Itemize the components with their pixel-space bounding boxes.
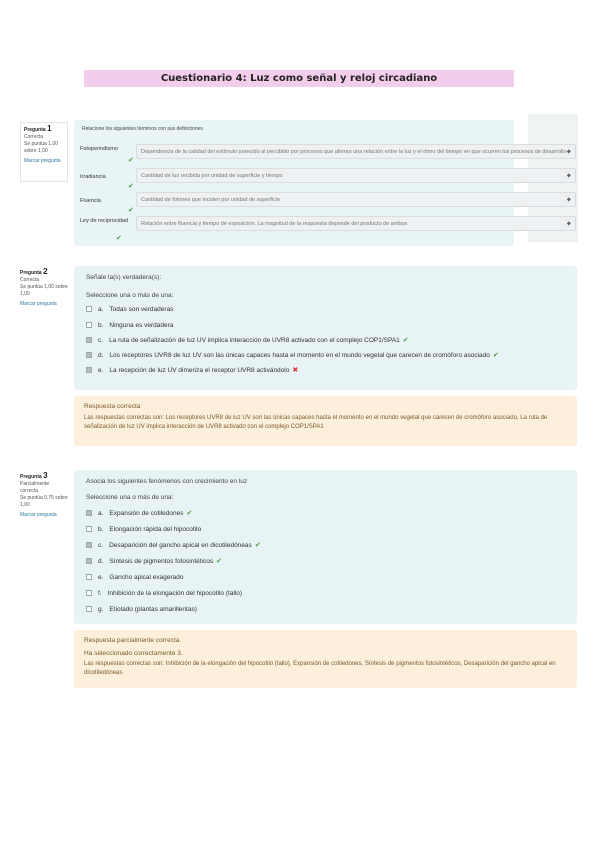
option-a[interactable]: a. Todas son verdaderas: [86, 305, 173, 315]
checkbox[interactable]: [86, 542, 92, 548]
dropdown-icon: ⬥: [566, 173, 571, 179]
match-term: Irradiancia: [80, 174, 106, 180]
title-bar: [84, 70, 514, 87]
flag-question-link[interactable]: Marcar pregunta: [20, 301, 57, 307]
check-icon: ✔: [128, 183, 134, 190]
match-row: [80, 192, 578, 214]
question-number: Pregunta 2: [20, 267, 48, 276]
question-info-2: [20, 268, 68, 330]
feedback-title: Respuesta correcta: [84, 403, 141, 410]
feedback-line-1: Ha seleccionado correctamente 3.: [84, 650, 183, 657]
checkbox[interactable]: [86, 337, 92, 343]
dropdown-icon: ⬥: [566, 149, 571, 155]
option-b[interactable]: b. Ninguna es verdadera: [86, 321, 173, 331]
checkbox[interactable]: [86, 367, 92, 373]
flag-question-link[interactable]: Marcar pregunta: [24, 158, 61, 164]
question-number: Pregunta 3: [20, 471, 48, 480]
checkbox[interactable]: [86, 352, 92, 358]
match-term: Fluencia: [80, 198, 101, 204]
checkbox[interactable]: [86, 574, 92, 580]
option-d[interactable]: d. Los receptores UVR8 de luz UV son las únicas capaces hasta el momento en el mundo vegetal que carecen de cromóforo asociado ✔: [86, 351, 499, 361]
question-score: Se puntúa 1,00 sobre 1,00: [20, 284, 68, 297]
question-instruction: Relacione los siguientes términos con sus definiciones: [82, 126, 203, 132]
checkbox[interactable]: [86, 526, 92, 532]
dropdown-icon: ⬥: [566, 221, 571, 227]
match-select[interactable]: Dependencia de la calidad del estímulo parecido al percibido por procesos que alteran una relación entre la luz y el ritmo del tiempo en que ocurren los procesos de desarrollo ⬥: [136, 144, 576, 159]
page-title: Cuestionario 4: Luz como señal y reloj circadiano: [160, 73, 438, 84]
match-term: Fotoperiodismo: [80, 146, 118, 152]
checkbox[interactable]: [86, 306, 92, 312]
question-score: Se puntúa 1,00 sobre 1,00: [24, 141, 58, 154]
match-row: [80, 168, 578, 190]
match-term: Ley de reciprocidad: [80, 218, 129, 224]
question-prompt: Asocia los siguientes fenómenos con crecimiento en luz: [86, 478, 248, 485]
feedback-title: Respuesta parcialmente correcta.: [84, 637, 182, 644]
check-icon: ✔: [116, 235, 122, 242]
feedback-box-3: [74, 630, 577, 688]
checkbox[interactable]: [86, 322, 92, 328]
question-prompt: Señale la(s) verdadera(s):: [86, 274, 162, 281]
check-icon: ✔: [492, 352, 499, 359]
checkbox[interactable]: [86, 606, 92, 612]
check-icon: ✔: [216, 558, 222, 565]
question-status: Parcialmente correcta: [20, 481, 50, 494]
question-status: Correcta: [20, 277, 40, 283]
option-e[interactable]: e. Gancho apical exagerado: [86, 573, 184, 583]
question-info-3: [20, 472, 68, 544]
match-select[interactable]: Cantidad de fotones que inciden por unidad de superficie ⬥: [136, 192, 576, 207]
match-row: [80, 144, 578, 166]
question-info-1: [20, 122, 68, 182]
check-icon: ✔: [186, 510, 193, 517]
check-icon: ✔: [128, 207, 134, 214]
checkbox[interactable]: [86, 510, 92, 516]
feedback-line-2: Las respuestas correctas son: Inhibición de la elongación del hipocotilo (tallo), Expansión de cotiledones, Síntesis de pigmentos fotosintéticos, Desaparición del gancho apical en dicotiledóneas: [84, 661, 556, 676]
cross-icon: ✖: [292, 367, 299, 374]
flag-question-link[interactable]: Marcar pregunta: [20, 512, 57, 518]
check-icon: ✔: [254, 542, 261, 549]
question-sub: Seleccione una o más de una:: [86, 494, 174, 501]
checkbox[interactable]: [86, 590, 92, 596]
option-g[interactable]: g. Etiolado (plantas amarillentas): [86, 605, 197, 615]
checkbox[interactable]: [86, 558, 92, 564]
question-status: Correcta: [24, 134, 44, 140]
question-box-3: [74, 470, 577, 624]
feedback-box-2: [74, 396, 577, 446]
option-f[interactable]: f. Inhibición de la elongación del hipocotilo (tallo): [86, 589, 242, 599]
question-box-2: [74, 266, 577, 390]
feedback-text: Las respuestas correctas son: Los receptores UVR8 de luz UV son las únicas capaces hasta el momento en el mundo vegetal que carecen de cromóforo asociado, La ruta de señalización de luz UV implica interacción de UVR8 activado con el complejo COP1/SPA1: [84, 415, 548, 430]
option-c[interactable]: c. La ruta de señalización de luz UV implica interacción de UVR8 activado con el complejo COP1/SPA1 ✔: [86, 336, 409, 346]
option-c[interactable]: c. Desaparición del gancho apical en dicotiledóneas ✔: [86, 541, 261, 551]
question-box-1: [74, 120, 571, 246]
match-select[interactable]: Relación entre fluencia y tiempo de exposición. La magnitud de la respuesta depende del producto de ambos ⬥: [136, 216, 576, 231]
check-icon: ✔: [128, 157, 134, 164]
option-e[interactable]: e. La recepción de luz UV dimeriza el receptor UVR8 activándolo ✖: [86, 366, 298, 376]
match-row: [80, 216, 578, 242]
option-a[interactable]: a. Expansión de cotiledones ✔: [86, 509, 192, 519]
check-icon: ✔: [402, 337, 409, 344]
question-sub: Seleccione una o más de una:: [86, 292, 174, 299]
option-d[interactable]: d. Síntesis de pigmentos fotosintéticos ✔: [86, 557, 222, 567]
question-number: Pregunta 1: [24, 124, 52, 133]
dropdown-icon: ⬥: [566, 197, 571, 203]
match-select[interactable]: Cantidad de luz recibida por unidad de superficie y tiempo ⬥: [136, 168, 576, 183]
question-score: Se puntúa 0,75 sobre 1,00: [20, 495, 68, 508]
option-b[interactable]: b. Elongación rápida del hipocotilo: [86, 525, 201, 535]
